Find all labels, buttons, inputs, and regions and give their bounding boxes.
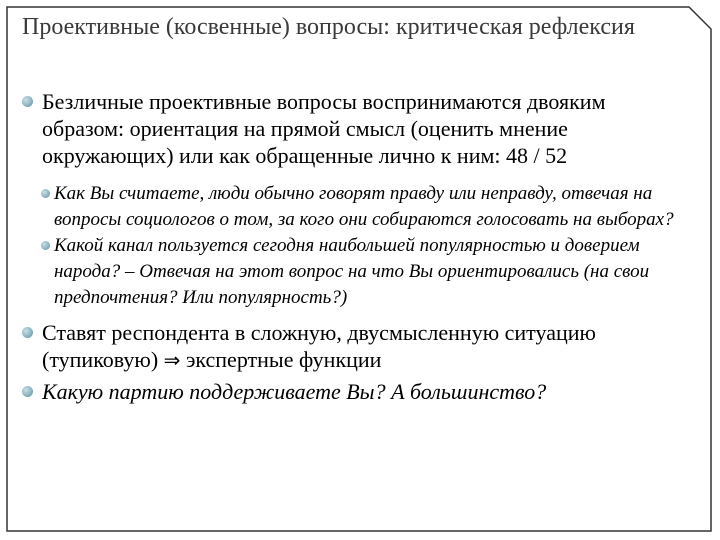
- implies-arrow-icon: ⇒: [163, 348, 181, 372]
- bullet-item-2-result: экспертные функции: [185, 347, 382, 372]
- bullet-icon: [22, 96, 33, 107]
- bullet-item-1-text: Безличные проективные вопросы воспринимаются двояким образом: ориентация на прямой смысл (оценить мнение окружающих) или как обращенные лично к ним: 48 / 52: [42, 89, 606, 168]
- bullet-icon: [41, 189, 50, 198]
- bullet-icon: [22, 386, 33, 397]
- slide-content: [20, 88, 690, 409]
- sub-bullet-item-1-text: Как Вы считаете, люди обычно говорят правду или неправду, отвечая на вопросы социологов о том, за кого они собираются голосовать на выборах?: [54, 183, 674, 230]
- bullet-item-3-text: Какую партию поддерживаете Вы? А большинство?: [42, 379, 547, 404]
- bullet-item-2: [20, 319, 690, 374]
- slide-title: Проективные (косвенные) вопросы: критическая рефлексия: [22, 14, 635, 40]
- sub-bullet-item-1: [40, 181, 690, 233]
- bullet-item-3: [20, 378, 690, 405]
- sub-bullet-item-2-text: Какой канал пользуется сегодня наибольшей популярностью и доверием народа? – Отвечая на этот вопрос на что Вы ориентировались (на свои предпочтения? Или популярность?): [54, 235, 650, 308]
- sub-bullet-item-2: [40, 233, 690, 311]
- bullet-icon: [22, 327, 33, 338]
- bullet-item-2-text: Ставят респондента в сложную, двусмысленную ситуацию (тупиковую): [42, 320, 596, 372]
- bullet-item-1: [20, 88, 690, 169]
- bullet-icon: [41, 241, 50, 250]
